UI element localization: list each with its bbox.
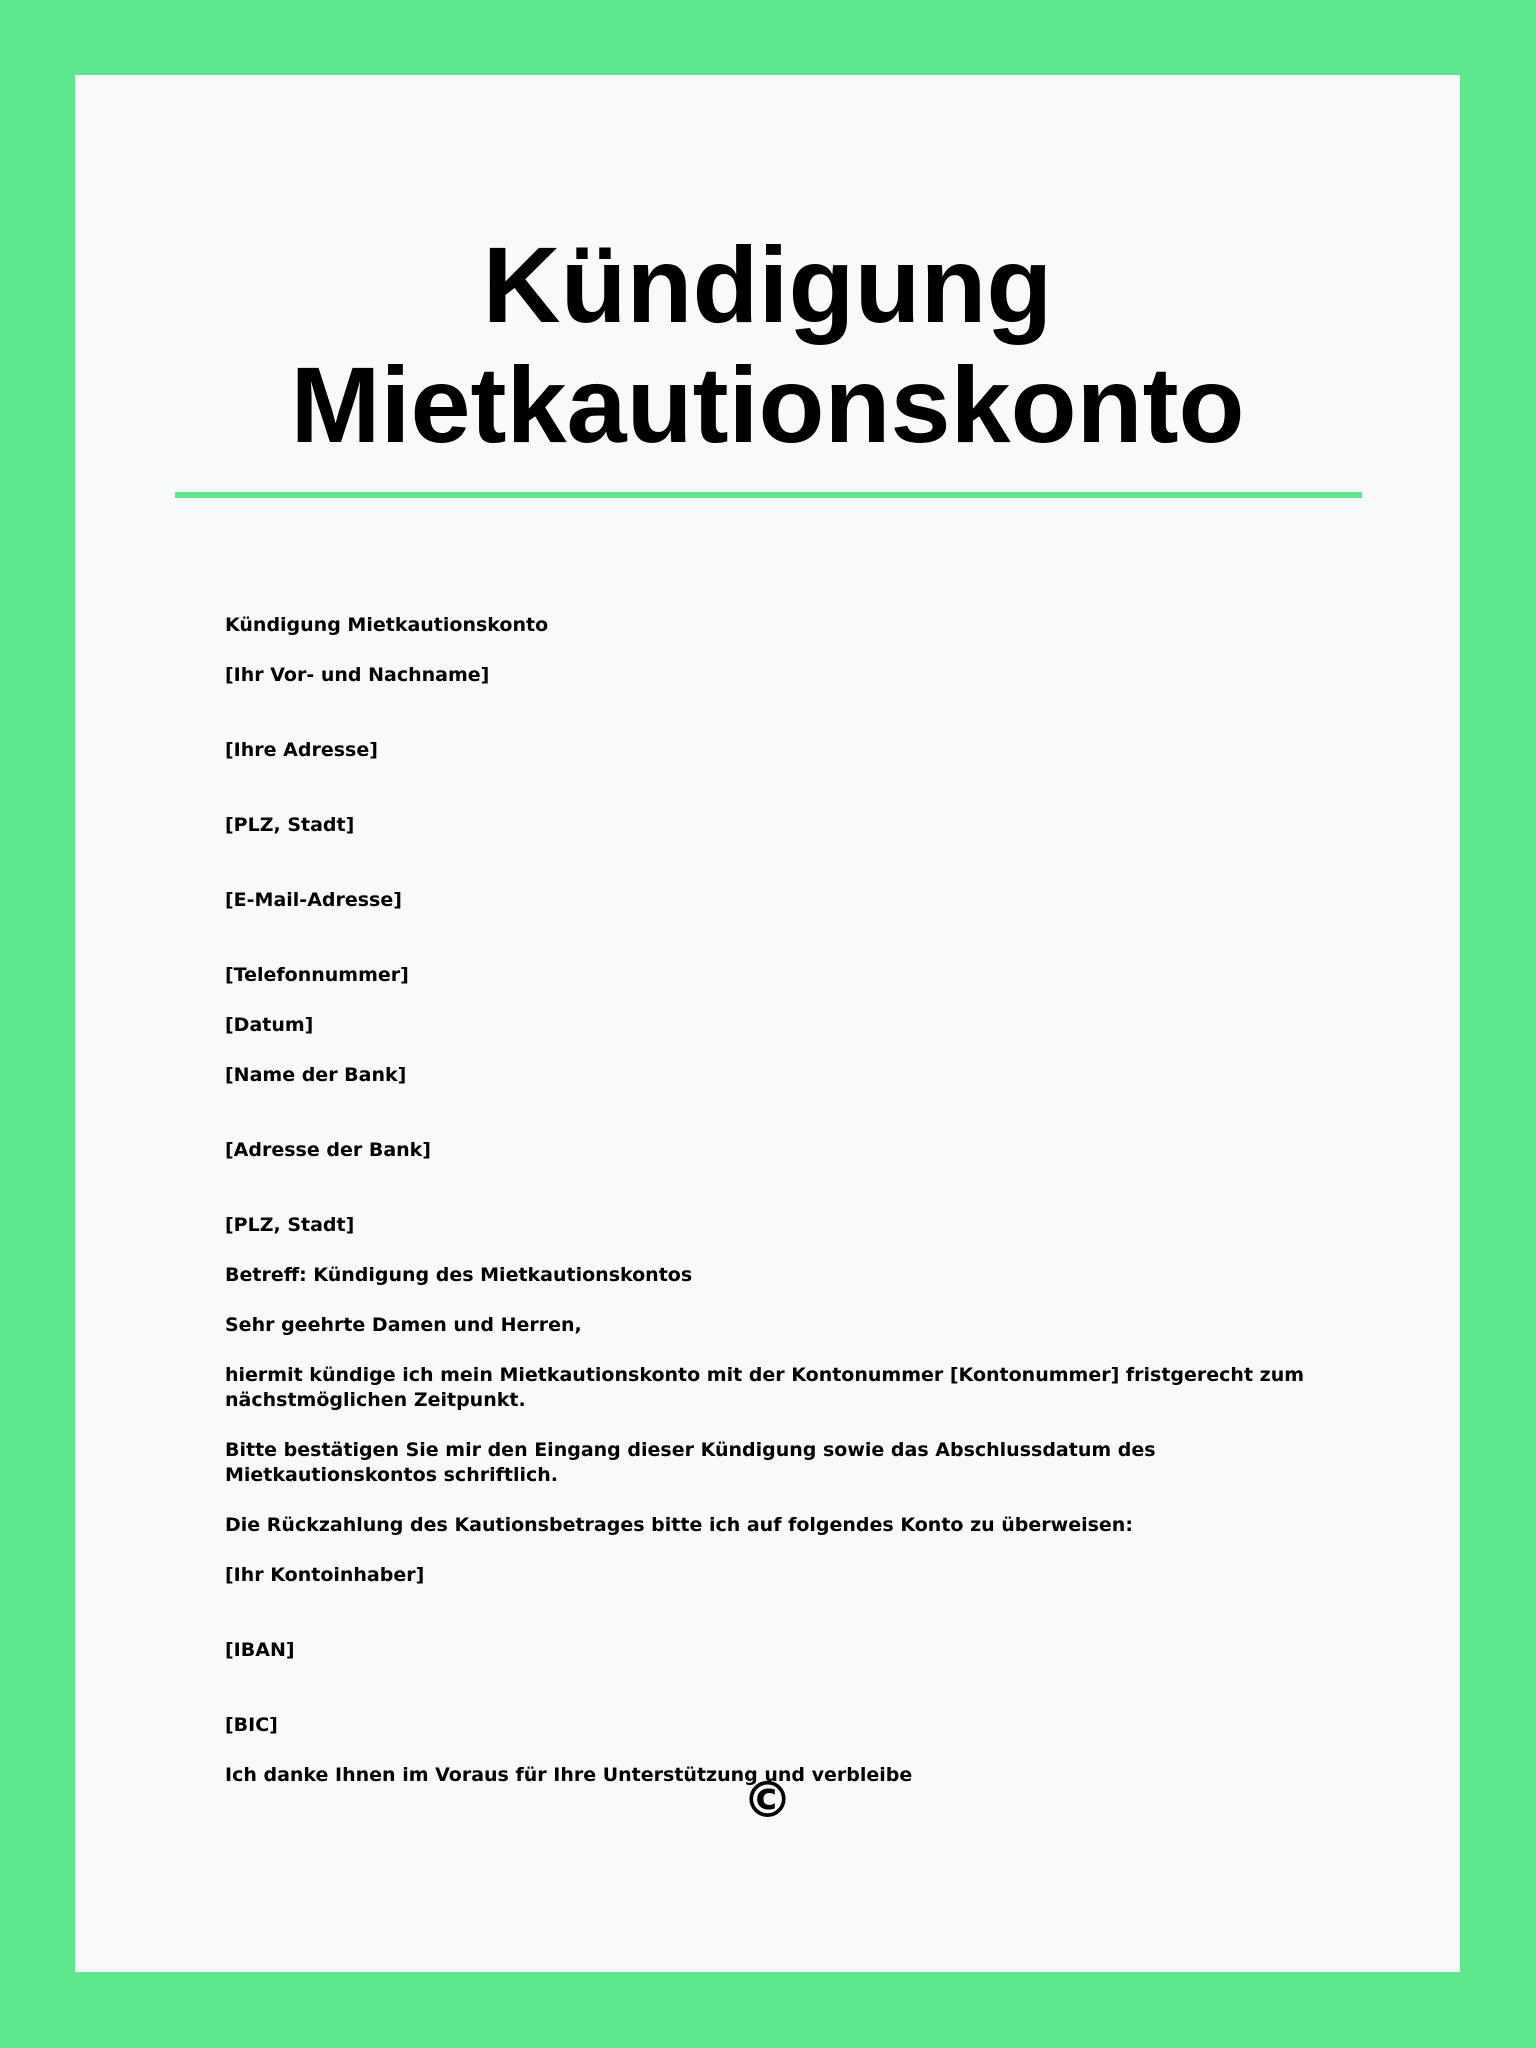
paragraph-cancellation: hiermit kündige ich mein Mietkautionskonto mit der Kontonummer [Kontonummer] fristgerecht zum nächstmöglichen Zeitpunkt. (225, 1364, 1305, 1411)
account-holder: [Ihr Kontoinhaber] (225, 1564, 425, 1586)
document-title (75, 225, 1460, 465)
sender-name: [Ihr Vor- und Nachname] (225, 664, 490, 686)
bank-postcode-city: [PLZ, Stadt] (225, 1214, 355, 1236)
account-iban: [IBAN] (225, 1639, 295, 1661)
paragraph-confirmation: Bitte bestätigen Sie mir den Eingang dieser Kündigung sowie das Abschlussdatum des Mietkautionskontos schriftlich. (225, 1439, 1156, 1486)
subject-line: Betreff: Kündigung des Mietkautionskontos (225, 1264, 693, 1286)
bank-name: [Name der Bank] (225, 1064, 407, 1086)
letter-date: [Datum] (225, 1014, 314, 1036)
title-line-2: Mietkautionskonto (290, 344, 1245, 465)
sender-email: [E-Mail-Adresse] (225, 889, 402, 911)
sender-phone: [Telefonnummer] (225, 964, 409, 986)
closing-line: Ich danke Ihnen im Voraus für Ihre Unterstützung und verbleibe (225, 1764, 913, 1786)
sender-address: [Ihre Adresse] (225, 739, 378, 761)
title-line-1: Kündigung (482, 224, 1053, 345)
paragraph-refund: Die Rückzahlung des Kautionsbetrages bitte ich auf folgendes Konto zu überweisen: (225, 1514, 1133, 1536)
document-sheet (75, 75, 1460, 1972)
salutation: Sehr geehrte Damen und Herren, (225, 1314, 582, 1336)
bank-address: [Adresse der Bank] (225, 1139, 431, 1161)
account-bic: [BIC] (225, 1714, 278, 1736)
title-divider (175, 492, 1362, 498)
copyright-icon: © (742, 1771, 793, 1829)
sender-postcode-city: [PLZ, Stadt] (225, 814, 355, 836)
letter-heading: Kündigung Mietkautionskonto (225, 614, 549, 636)
